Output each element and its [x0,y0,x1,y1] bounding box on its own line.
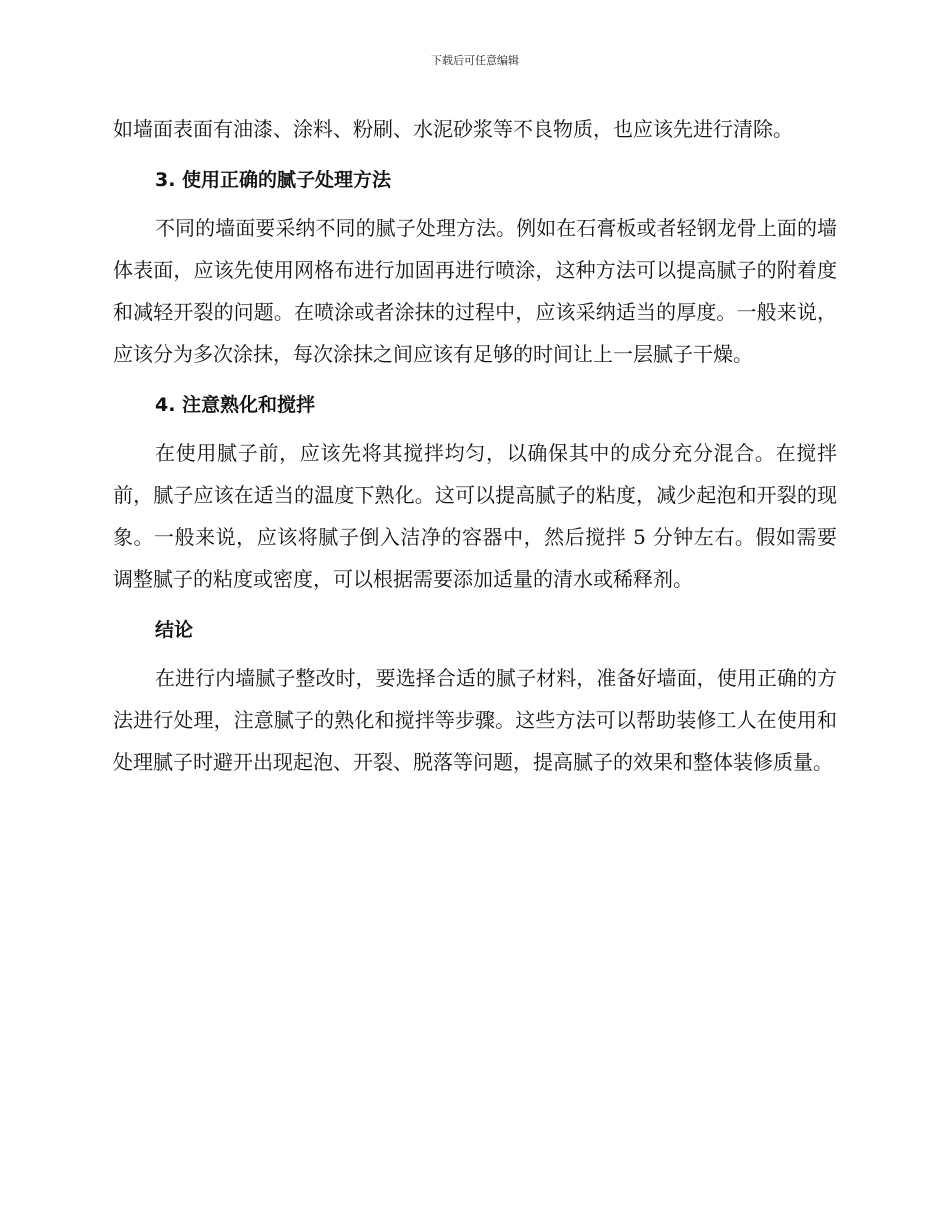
document-body [113,108,837,783]
section-3-paragraph: 不同的墙面要采纳不同的腻子处理方法。例如在石膏板或者轻钢龙骨上面的墙体表面，应该先使用网格布进行加固再进行喷涂，这种方法可以提高腻子的附着度和减轻开裂的问题。在喷涂或者涂抹的过程中，应该采纳适当的厚度。一般来说，应该分为多次涂抹，每次涂抹之间应该有足够的时间让上一层腻子干燥。 [113,216,837,366]
page-header: 下载后可任意编辑 [431,54,519,67]
conclusion-heading: 结论 [155,619,194,641]
section-4-paragraph: 在使用腻子前，应该先将其搅拌均匀，以确保其中的成分充分混合。在搅拌前，腻子应该在适当的温度下熟化。这可以提高腻子的粘度，减少起泡和开裂的现象。一般来说，应该将腻子倒入洁净的容器中，然后搅拌 5 分钟左右。假如需要调整腻子的粘度或密度，可以根据需要添加适量的清水或稀释剂。 [113,441,837,591]
section-4-heading: 4. 注意熟化和搅拌 [155,394,316,416]
intro-paragraph: 如墙面表面有油漆、涂料、粉刷、水泥砂浆等不良物质，也应该先进行清除。 [113,117,793,141]
section-3-heading: 3. 使用正确的腻子处理方法 [155,169,392,191]
conclusion-paragraph: 在进行内墙腻子整改时，要选择合适的腻子材料，准备好墙面，使用正确的方法进行处理，注意腻子的熟化和搅拌等步骤。这些方法可以帮助装修工人在使用和处理腻子时避开出现起泡、开裂、脱落等问题，提高腻子的效果和整体装修质量。 [113,666,837,774]
